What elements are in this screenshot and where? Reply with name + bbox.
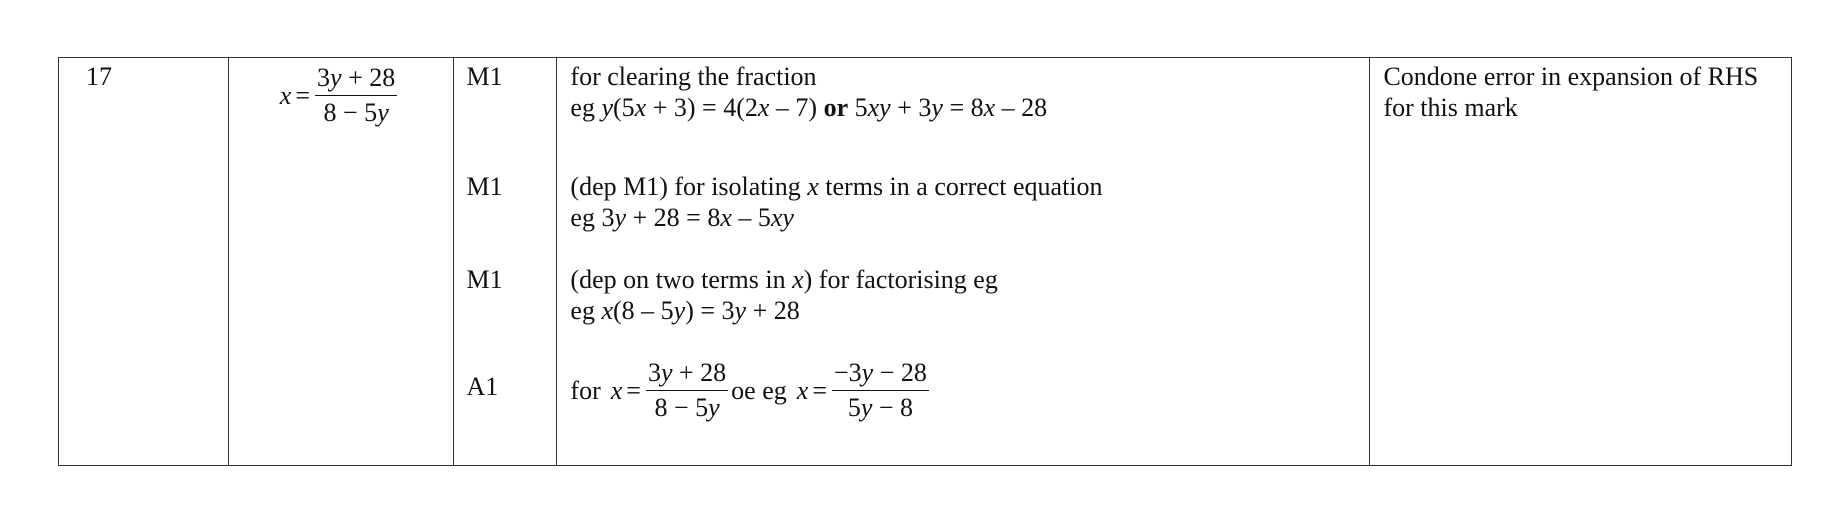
additional-guidance-line-2: for this mark: [1383, 93, 1518, 122]
question-number: 17: [86, 62, 112, 91]
mark-row-1: M1: [466, 62, 503, 91]
mark-row-2: M1: [466, 172, 503, 201]
answer-fraction: [315, 63, 397, 128]
answer-denominator: 8 − 5y: [323, 98, 389, 127]
additional-guidance-column: [1370, 58, 1791, 465]
additional-guidance-line-1: Condone error in expansion of RHS: [1383, 62, 1759, 91]
comment-row-2-line-2: eg 3y + 28 = 8x – 5xy: [570, 203, 794, 232]
comment-row-3-line-1: (dep on two terms in x) for factorising eg: [570, 265, 998, 294]
mark-row-3: M1: [466, 265, 503, 294]
final-fraction-2: $\frac{-3y - 28}{5y - 8}$: [833, 358, 927, 422]
final-fraction-1: $\frac{3y + 28}{8 - 5y}$: [647, 358, 727, 422]
answer-numerator: 3y + 28: [315, 63, 397, 96]
comment-row-1-line-1: for clearing the fraction: [570, 62, 817, 91]
mark-column: [454, 58, 558, 465]
question-column: [59, 58, 229, 465]
comments-column: [557, 58, 1370, 465]
answer-column: [229, 58, 454, 465]
mark-row-4: A1: [466, 372, 499, 401]
comment-row-2-line-1: (dep M1) for isolating x terms in a correct equation: [570, 172, 1103, 201]
comment-row-4-final-answer: for x = $\frac{3y + 28}{8 - 5y}$ oe eg x = $\frac{-3y - 28}{5y - 8}$: [570, 358, 927, 422]
mark-scheme-table: [58, 57, 1792, 466]
answer-expression: x = $\frac{3y + 28}{8 - 5y}$: [279, 63, 396, 127]
comment-row-1-line-2: eg y(5x + 3) = 4(2x – 7) or 5xy + 3y = 8x – 28: [570, 93, 1048, 122]
comment-row-3-line-2: eg x(8 – 5y) = 3y + 28: [570, 296, 800, 325]
